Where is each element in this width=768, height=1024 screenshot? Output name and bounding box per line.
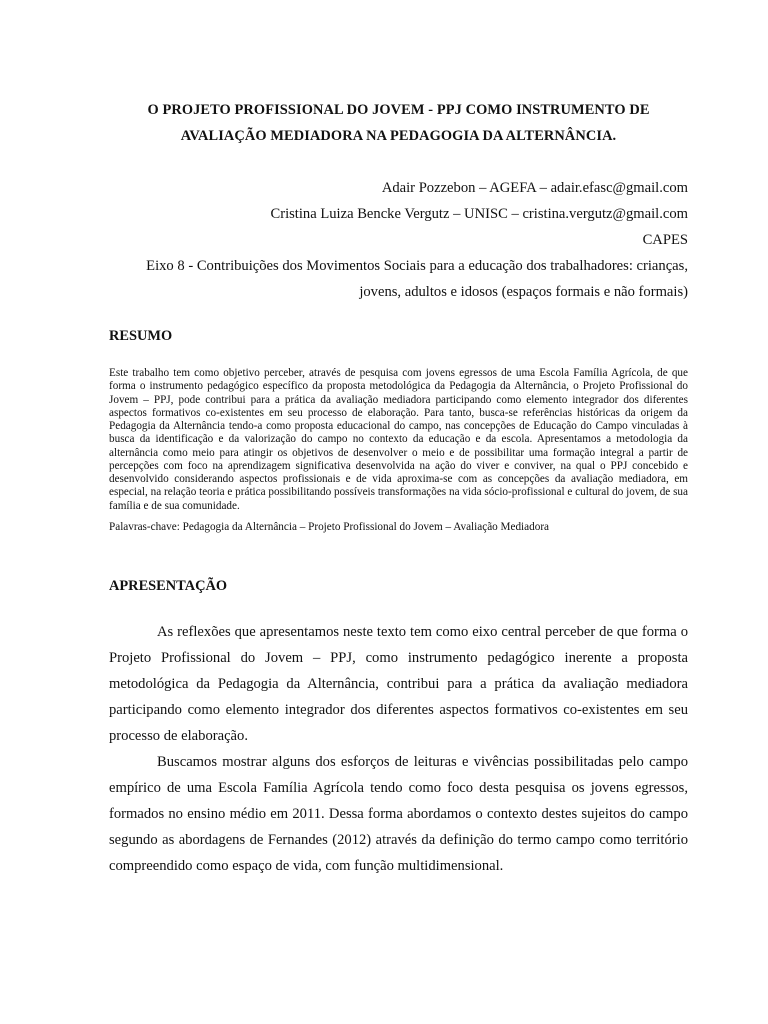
author-block [109,175,688,253]
author-line-1: Adair Pozzebon – AGEFA – adair.efasc@gmail.com [381,180,688,196]
funding-agency: CAPES [642,232,688,248]
paper-title [109,97,688,149]
paper-title-line-1: O PROJETO PROFISSIONAL DO JOVEM - PPJ COMO INSTRUMENTO DE [147,102,650,118]
apresentacao-heading: APRESENTAÇÃO [109,577,228,594]
body-paragraph-1: As reflexões que apresentamos neste texto tem como eixo central perceber de que forma o Projeto Profissional do Jovem – PPJ, como instrumento pedagógico inerente a proposta metodológica da Pedagogia da Alternância, contribui para a prática da avaliação mediadora participando como elemento integrador dos diferentes aspectos formativos co-existentes em seu processo de elaboração. [109,623,688,744]
keywords: Palavras-chave: Pedagogia da Alternância – Projeto Profissional do Jovem – Avaliação Mediadora [109,520,550,533]
thematic-axis-line-1: Eixo 8 - Contribuições dos Movimentos Sociais para a educação dos trabalhadores: crianças, [146,258,688,274]
abstract-text: Este trabalho tem como objetivo perceber, através de pesquisa com jovens egressos de uma Escola Família Agrícola, de que forma o instrumento pedagógico específico da proposta metodológica da Pedagogia da Alternância, o Projeto Profissional do Jovem – PPJ, pode contribui para a prática da avaliação mediadora participando como elemento integrador dos diferentes aspectos formativos co-existentes em seu processo de elaboração. Para tanto, busca-se referências históricas da origem da Pedagogia da Alternância tendo-a como proposta educacional do campo, nas concepções de Educação do Campo vinculadas à busca da identificação e da valorização do campo no contexto da educação e da escola. Apresentamos a metodologia da alternância como meio para atingir os objetivos de desenvolver o meio e de possibilitar uma formação integral a partir de percepções com foco na aprendizagem significativa desenvolvida na ação do viver e conviver, na qual o PPJ concebido e desenvolvido considerando aspectos profissionais e de vida aproxima-se com as concepções da avaliação mediadora, em especial, na relação teoria e prática possibilitando possíveis transformações na vida sócio-profissional e cultural do jovem, de sua família e de sua comunidade. [109,367,688,512]
body-text [109,619,688,879]
author-line-2: Cristina Luiza Bencke Vergutz – UNISC – cristina.vergutz@gmail.com [270,206,688,222]
resumo-heading: RESUMO [109,328,173,344]
paper-title-line-2: AVALIAÇÃO MEDIADORA NA PEDAGOGIA DA ALTERNÂNCIA. [180,128,617,144]
thematic-axis [79,253,688,305]
body-paragraph-2: Buscamos mostrar alguns dos esforços de leituras e vivências possibilitadas pelo campo empírico de uma Escola Família Agrícola tendo como foco desta pesquisa os jovens egressos, formados no ensino médio em 2011. Dessa forma abordamos o contexto destes sujeitos do campo segundo as abordagens de Fernandes (2012) através da definição do termo campo como território compreendido como espaço de vida, com função multidimensional. [109,753,688,874]
thematic-axis-line-2: jovens, adultos e idosos (espaços formais e não formais) [359,284,688,300]
